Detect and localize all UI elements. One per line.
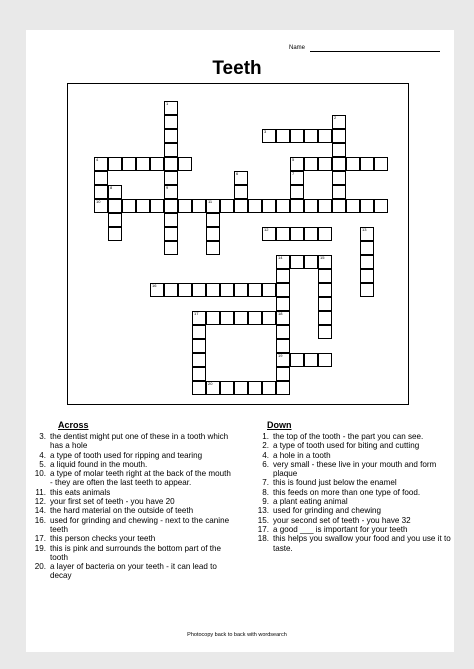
cell-number: 9 [166, 185, 169, 190]
crossword-cell[interactable] [192, 381, 206, 395]
cell-number: 18 [278, 311, 283, 316]
crossword-cell[interactable] [276, 283, 290, 297]
crossword-cell[interactable] [276, 269, 290, 283]
across-clue [30, 544, 233, 563]
crossword-cell[interactable] [332, 129, 346, 143]
crossword-cell[interactable] [248, 381, 262, 395]
crossword-cell[interactable] [332, 199, 346, 213]
clue-text: this feeds on more than one type of food. [273, 487, 421, 497]
clue-number: 5. [39, 459, 46, 469]
clue-text: this person checks your teeth [50, 534, 156, 544]
clue-text: this is pink and surrounds the bottom part of the tooth [50, 543, 221, 562]
crossword-cell[interactable] [94, 157, 108, 171]
crossword-cell[interactable] [290, 157, 304, 171]
crossword-cell[interactable] [248, 283, 262, 297]
clue-number: 1. [262, 432, 269, 441]
crossword-cell[interactable] [178, 157, 192, 171]
down-clue [253, 525, 459, 534]
crossword-cell[interactable] [332, 185, 346, 199]
crossword-cell[interactable] [332, 143, 346, 157]
crossword-cell[interactable] [220, 199, 234, 213]
clue-number: 4. [39, 450, 46, 460]
crossword-cell[interactable] [164, 101, 178, 115]
crossword-cell[interactable] [164, 129, 178, 143]
crossword-cell[interactable] [234, 199, 248, 213]
across-clue [30, 460, 233, 469]
clue-number: 10. [34, 469, 46, 479]
crossword-cell[interactable] [192, 283, 206, 297]
crossword-cell[interactable] [164, 227, 178, 241]
crossword-cell[interactable] [290, 255, 304, 269]
crossword-cell[interactable] [234, 171, 248, 185]
crossword-cell[interactable] [192, 311, 206, 325]
crossword-cell[interactable] [318, 297, 332, 311]
crossword-cell[interactable] [290, 171, 304, 185]
crossword-cell[interactable] [290, 227, 304, 241]
crossword-cell[interactable] [318, 255, 332, 269]
across-clue [30, 469, 233, 488]
clue-number: 17. [257, 524, 269, 534]
crossword-cell[interactable] [332, 115, 346, 129]
down-clue [253, 497, 459, 506]
crossword-cell[interactable] [220, 311, 234, 325]
clue-number: 7. [262, 478, 269, 488]
crossword-cell[interactable] [150, 157, 164, 171]
crossword-cell[interactable] [234, 381, 248, 395]
crossword-cell[interactable] [262, 227, 276, 241]
crossword-cell[interactable] [360, 199, 374, 213]
crossword-cell[interactable] [360, 283, 374, 297]
cell-number: 17 [194, 311, 199, 316]
crossword-cell[interactable] [206, 227, 220, 241]
crossword-cell[interactable] [304, 353, 318, 367]
crossword-cell[interactable] [136, 199, 150, 213]
across-clue [30, 432, 233, 451]
crossword-cell[interactable] [332, 171, 346, 185]
cell-number: 8 [110, 185, 113, 190]
down-clue [253, 460, 459, 479]
crossword-cell[interactable] [122, 199, 136, 213]
crossword-cell[interactable] [276, 129, 290, 143]
clue-number: 16. [34, 515, 46, 525]
crossword-cell[interactable] [318, 283, 332, 297]
clue-number: 15. [257, 515, 269, 525]
page-title: Teeth [212, 58, 262, 79]
crossword-cell[interactable] [192, 199, 206, 213]
across-clue [30, 497, 233, 506]
crossword-cell[interactable] [94, 199, 108, 213]
clue-text: used for grinding and chewing [273, 506, 381, 516]
clue-text: a good ___ is important for your teeth [273, 524, 408, 534]
cell-number: 10 [96, 199, 101, 204]
clue-number: 13. [257, 506, 269, 516]
crossword-cell[interactable] [164, 283, 178, 297]
clue-number: 19. [34, 543, 46, 553]
crossword-cell[interactable] [318, 129, 332, 143]
clue-text: a layer of bacteria on your teeth - it can lead to decay [50, 562, 217, 581]
crossword-cell[interactable] [164, 185, 178, 199]
cell-number: 20 [208, 381, 213, 386]
across-clue [30, 506, 233, 515]
crossword-cell[interactable] [164, 115, 178, 129]
crossword-cell[interactable] [262, 283, 276, 297]
crossword-cell[interactable] [290, 353, 304, 367]
footer-note: Photocopy back to back with wordsearch [187, 632, 287, 638]
crossword-cell[interactable] [276, 353, 290, 367]
clue-text: this helps you swallow your food and you use it to taste. [273, 534, 451, 553]
crossword-cell[interactable] [108, 227, 122, 241]
crossword-cell[interactable] [318, 157, 332, 171]
crossword-cell[interactable] [374, 157, 388, 171]
crossword-cell[interactable] [234, 311, 248, 325]
down-clue [253, 432, 459, 441]
clue-text: this is found just below the enamel [273, 478, 397, 488]
crossword-cell[interactable] [276, 311, 290, 325]
across-clue-list [30, 432, 233, 581]
cell-number: 13 [362, 227, 367, 232]
clue-number: 17. [34, 534, 46, 544]
crossword-cell[interactable] [248, 311, 262, 325]
across-clue [30, 488, 233, 497]
crossword-cell[interactable] [318, 269, 332, 283]
across-clue [30, 451, 233, 460]
clue-text: used for grinding and chewing - next to the canine teeth [50, 515, 230, 534]
clue-text: a plant eating animal [273, 497, 348, 507]
clue-number: 2. [262, 441, 269, 451]
clue-text: the dentist might put one of these in a tooth which has a hole [50, 432, 229, 451]
crossword-cell[interactable] [108, 157, 122, 171]
clue-text: a hole in a tooth [273, 450, 331, 460]
cell-number: 1 [166, 101, 169, 106]
crossword-cell[interactable] [276, 255, 290, 269]
clue-text: a type of tooth used for biting and cutting [273, 441, 420, 451]
clue-text: your first set of teeth - you have 20 [50, 497, 175, 507]
cell-number: 6 [236, 171, 239, 176]
cell-number: 11 [208, 199, 213, 204]
crossword-cell[interactable] [374, 199, 388, 213]
clue-number: 8. [262, 487, 269, 497]
crossword-cell[interactable] [304, 129, 318, 143]
crossword-cell[interactable] [164, 213, 178, 227]
clue-number: 12. [34, 497, 46, 507]
crossword-cell[interactable] [318, 325, 332, 339]
crossword-cell[interactable] [304, 157, 318, 171]
across-clue [30, 516, 233, 535]
crossword-cell[interactable] [150, 199, 164, 213]
cell-number: 14 [278, 255, 283, 260]
crossword-cell[interactable] [206, 241, 220, 255]
crossword-cell[interactable] [276, 227, 290, 241]
cell-number: 15 [320, 255, 325, 260]
cell-number: 3 [264, 129, 267, 134]
crossword-cell[interactable] [234, 185, 248, 199]
clue-number: 6. [262, 459, 269, 469]
crossword-cell[interactable] [360, 241, 374, 255]
crossword-cell[interactable] [164, 157, 178, 171]
crossword-cell[interactable] [276, 199, 290, 213]
crossword-cell[interactable] [248, 199, 262, 213]
clue-text: your second set of teeth - you have 32 [273, 515, 411, 525]
crossword-cell[interactable] [206, 283, 220, 297]
crossword-cell[interactable] [360, 255, 374, 269]
cell-number: 7 [292, 171, 295, 176]
clue-text: the top of the tooth - the part you can see. [273, 432, 424, 441]
crossword-cell[interactable] [206, 381, 220, 395]
crossword-cell[interactable] [346, 199, 360, 213]
crossword-cell[interactable] [220, 283, 234, 297]
clue-text: a liquid found in the mouth. [50, 459, 148, 469]
crossword-cell[interactable] [136, 157, 150, 171]
name-label: Name [289, 45, 306, 51]
down-clue [253, 534, 459, 553]
crossword-cell[interactable] [290, 199, 304, 213]
crossword-cell[interactable] [262, 129, 276, 143]
crossword-cell[interactable] [94, 171, 108, 185]
crossword-cell[interactable] [94, 185, 108, 199]
crossword-cell[interactable] [276, 381, 290, 395]
crossword-cell[interactable] [108, 199, 122, 213]
crossword-cell[interactable] [360, 269, 374, 283]
crossword-cell[interactable] [262, 311, 276, 325]
crossword-cell[interactable] [178, 283, 192, 297]
cell-number: 4 [96, 157, 99, 162]
crossword-cell[interactable] [360, 227, 374, 241]
clue-number: 9. [262, 497, 269, 507]
crossword-cell[interactable] [262, 199, 276, 213]
crossword-cell[interactable] [304, 255, 318, 269]
clue-text: a type of tooth used for ripping and tearing [50, 450, 203, 460]
crossword-cell[interactable] [220, 381, 234, 395]
crossword-cell[interactable] [150, 283, 164, 297]
down-clue [253, 441, 459, 450]
clue-number: 11. [35, 487, 46, 497]
across-clue [30, 534, 233, 543]
crossword-cell[interactable] [276, 367, 290, 381]
down-clue [253, 478, 459, 487]
crossword-cell[interactable] [276, 339, 290, 353]
crossword-cell[interactable] [108, 213, 122, 227]
crossword-cell[interactable] [290, 185, 304, 199]
crossword-cell[interactable] [206, 199, 220, 213]
crossword-cell[interactable] [192, 339, 206, 353]
clue-number: 4. [262, 450, 269, 460]
crossword-cell[interactable] [318, 199, 332, 213]
crossword-cell[interactable] [164, 199, 178, 213]
cell-number: 19 [278, 353, 283, 358]
cell-number: 12 [264, 227, 269, 232]
down-heading: Down [267, 420, 292, 430]
down-clue [253, 506, 459, 515]
crossword-cell[interactable] [192, 353, 206, 367]
cell-number: 2 [334, 115, 337, 120]
down-clue [253, 451, 459, 460]
crossword-cell[interactable] [164, 171, 178, 185]
clue-text: very small - these live in your mouth and form plaque [273, 459, 437, 479]
crossword-cell[interactable] [318, 311, 332, 325]
crossword-cell[interactable] [318, 227, 332, 241]
crossword-cell[interactable] [192, 367, 206, 381]
crossword-cell[interactable] [276, 297, 290, 311]
crossword-cell[interactable] [304, 227, 318, 241]
crossword-cell[interactable] [234, 283, 248, 297]
clue-number: 20. [34, 562, 46, 572]
clue-number: 18. [257, 534, 269, 544]
cell-number: 5 [292, 157, 295, 162]
crossword-cell[interactable] [262, 381, 276, 395]
clue-text: this eats animals [50, 487, 111, 497]
crossword-cell[interactable] [164, 241, 178, 255]
crossword-cell[interactable] [332, 157, 346, 171]
crossword-cell[interactable] [206, 213, 220, 227]
clue-number: 14. [34, 506, 46, 516]
down-clue-list [253, 432, 459, 553]
crossword-cell[interactable] [178, 199, 192, 213]
crossword-cell[interactable] [192, 325, 206, 339]
crossword-cell[interactable] [360, 157, 374, 171]
clue-text: the hard material on the outside of teeth [50, 506, 194, 516]
crossword-cell[interactable] [318, 353, 332, 367]
crossword-cell[interactable] [108, 185, 122, 199]
crossword-cell[interactable] [304, 199, 318, 213]
crossword-cell[interactable] [206, 311, 220, 325]
crossword-cell[interactable] [164, 143, 178, 157]
crossword-cell[interactable] [290, 129, 304, 143]
across-clue [30, 562, 233, 581]
crossword-cell[interactable] [122, 157, 136, 171]
clue-text: a type of molar teeth right at the back of the mouth - they are often the last teeth to appear. [50, 469, 231, 488]
down-clue [253, 516, 459, 525]
crossword-cell[interactable] [346, 157, 360, 171]
cell-number: 16 [152, 283, 157, 288]
down-clue [253, 488, 459, 497]
crossword-cell[interactable] [276, 325, 290, 339]
clue-number: 3. [39, 432, 46, 441]
across-heading: Across [58, 420, 89, 430]
